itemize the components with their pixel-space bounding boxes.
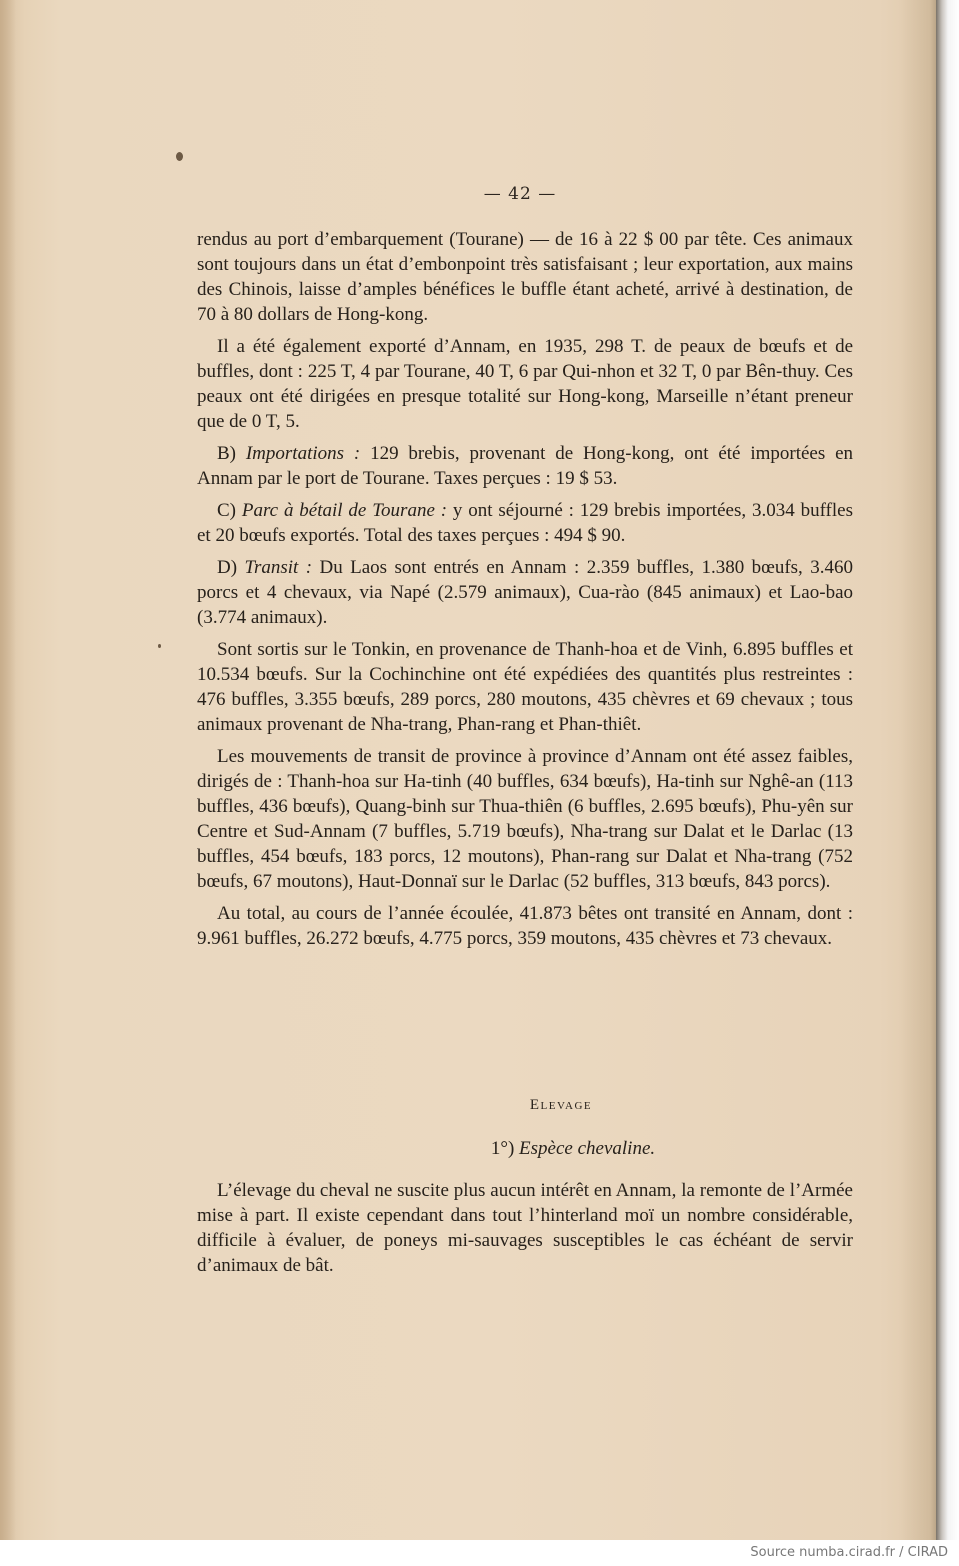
paragraph-transit: [197, 555, 853, 630]
paragraph-exports-hides: Il a été également exporté d’Annam, en 1935, 298 T. de peaux de bœufs et de buffles, dont : 225 T, 4 par Tourane, 40 T, 6 par Qui-nhon et 32 T, 0 par Bên-thuy. Ces peaux ont été dirigées en presque totalité sur Hong-kong, Marseille n’étant preneur que de 0 T, 5.: [197, 336, 853, 432]
footer-bar: [0, 1540, 959, 1566]
paper-speck: [158, 644, 161, 648]
paragraph-exports-livestock: rendus au port d’embarquement (Tourane) — de 16 à 22 $ 00 par tête. Ces animaux sont toujours dans un état d’embonpoint très satisfaisant ; leur exportation, aux mains des Chinois, laisse d’amples bénéfices le buffle étant acheté, arrivé à destination, de 70 à 80 dollars de Hong-kong.: [197, 229, 853, 325]
section-subheading: [197, 1138, 901, 1160]
item-title: Importations :: [245, 443, 361, 464]
subheading-title: Espèce chevaline.: [519, 1138, 656, 1159]
item-title: Parc à bétail de Tourane :: [241, 500, 448, 521]
source-credit: Source numba.cirad.fr / CIRAD: [750, 1545, 948, 1560]
body-text-closing: [197, 1178, 853, 1278]
paragraph-total-transit: Au total, au cours de l’année écoulée, 41.873 bêtes ont transité en Annam, dont : 9.961 buffles, 26.272 bœufs, 4.775 porcs, 359 moutons, 435 chèvres et 73 chevaux.: [197, 903, 853, 949]
page-number: — 42 —: [483, 184, 557, 204]
body-text: [197, 227, 853, 958]
item-text: y ont séjourné : 129 brebis importées, 3.034 buffles et 20 bœufs exportés. Total des taxes perçues : 494 $ 90.: [197, 500, 853, 546]
page-fold-shadow: [0, 0, 16, 1540]
section-heading: Elevage: [529, 1097, 593, 1113]
paragraph-mouvements-province: Les mouvements de transit de province à province d’Annam ont été assez faibles, dirigés de : Thanh-hoa sur Ha-tinh (40 buffles, 634 bœufs), Ha-tinh sur Nghê-an (113 buffles, 436 bœufs), Quang-binh sur Thua-thiên (6 buffles, 2.695 bœufs), Phu-yên sur Centre et Sud-Annam (7 buffles, 5.719 bœufs), Nha-trang sur Dalat et le Darlac (13 buffles, 454 bœufs, 183 porcs, 12 moutons), Phan-rang sur Dalat et Nha-trang (752 bœufs, 67 moutons), Haut-Donnaï sur le Darlac (52 buffles, 313 bœufs, 843 porcs).: [197, 746, 853, 892]
scan-right-margin: [936, 0, 959, 1540]
paragraph-sorties: Sont sortis sur le Tonkin, en provenance de Thanh-hoa et de Vinh, 6.895 buffles et 10.534 bœufs. Sur la Cochinchine ont été expédiées des quantités plus restreintes : 476 buffles, 3.355 bœufs, 289 porcs, 280 moutons, 435 chèvres et 69 chevaux ; tous animaux provenant de Nha-trang, Phan-rang et Phan-thiêt.: [197, 639, 853, 735]
item-title: Transit :: [244, 557, 313, 578]
item-label: B): [217, 443, 246, 464]
item-text: 129 brebis, provenant de Hong-kong, ont été importées en Annam par le port de Tourane. Taxes perçues : 19 $ 53.: [197, 443, 854, 489]
subheading-number: 1°): [490, 1138, 520, 1159]
paragraph-elevage-cheval: L’élevage du cheval ne suscite plus aucun intérêt en Annam, la remonte de l’Armée mise à part. Il existe cependant dans tout l’hinterland moï un nombre considérable, difficile à évaluer, de poneys mi-sauvages susceptibles le cas échéant de servir d’animaux de bât.: [197, 1180, 853, 1276]
item-label: C): [217, 500, 242, 521]
paragraph-importations: [197, 441, 853, 491]
paragraph-parc-betail: [197, 498, 853, 548]
item-label: D): [217, 557, 245, 578]
item-text: Du Laos sont entrés en Annam : 2.359 buffles, 1.380 bœufs, 3.460 porcs et 4 chevaux, via Napé (2.579 animaux), Cua-rào (845 animaux) et Lao-bao (3.774 animaux).: [197, 557, 853, 628]
paper-speck: [176, 152, 183, 161]
page-edge-shadow: [900, 0, 936, 1540]
